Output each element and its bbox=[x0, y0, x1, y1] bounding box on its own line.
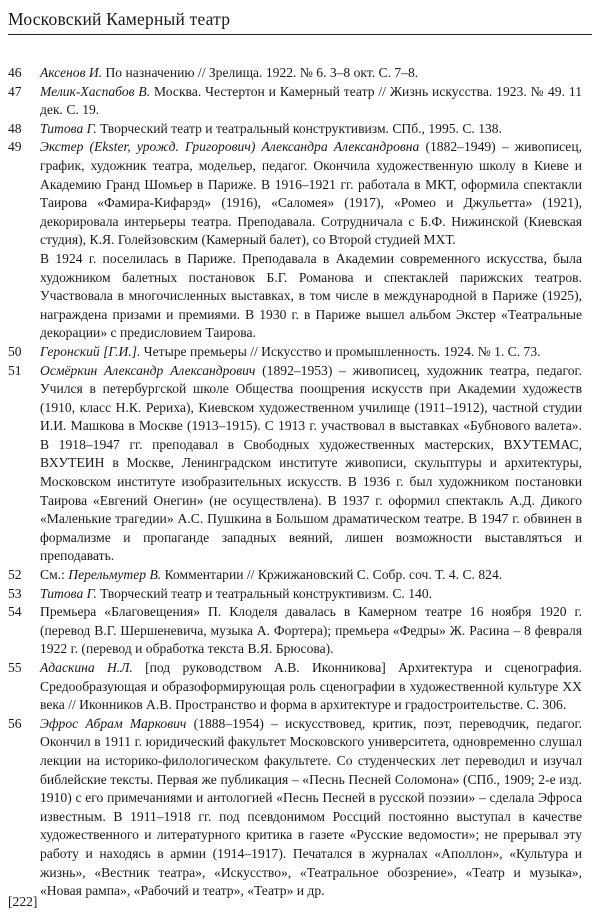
endnote bbox=[8, 659, 582, 715]
endnote bbox=[8, 83, 582, 120]
endnote-text-segment: В 1924 г. поселилась в Париже. Преподавала в Академии современного искусства, была художником балетных постановок Б.Г. Романова и спектаклей парижских театров. Участвовала в многочисленных выставках, в том числе в международной в Париже (1925), награждена призами и премиями. В 1930 г. в Париже вышел альбом Экстер «Театральные декорации» с предисловием Таирова. bbox=[40, 250, 582, 341]
endnote-text-segment: Четыре премьеры // Искусство и промышленность. 1924. № 1. С. 73. bbox=[140, 343, 541, 359]
endnote-number: 46 bbox=[8, 65, 22, 80]
endnote-number: 50 bbox=[8, 343, 22, 359]
endnote-italic-segment: Мелик-Хаспабов В. bbox=[40, 83, 151, 99]
endnote bbox=[8, 715, 582, 901]
endnote-text-segment: Москва. Честертон и Камерный театр // Жизнь искусства. 1923. № 49. 11 дек. С. 19. bbox=[40, 83, 582, 118]
endnote bbox=[8, 64, 582, 83]
endnote-italic-segment: Перельмутер В. bbox=[68, 567, 162, 583]
endnote-text-segment: Комментарии // Кржижановский С. Собр. соч. Т. 4. С. 824. bbox=[161, 567, 503, 583]
running-header: Московский Камерный театр bbox=[8, 4, 592, 35]
endnote bbox=[8, 362, 582, 567]
endnote-text bbox=[40, 362, 582, 567]
endnote-text bbox=[40, 659, 582, 715]
endnote-text-segment: Творческий театр и театральный конструктивизм. СПб., 1995. С. 138. bbox=[96, 120, 502, 136]
endnote-italic-segment: Эфрос Абрам Маркович bbox=[40, 715, 187, 731]
endnote-number: 49 bbox=[8, 139, 22, 155]
endnote-text-segment: (1892–1953) – живописец, художник театра, педагог. Учился в петербургской школе Общества поощрения искусств при Академии художеств (1910, класс Н.К. Рериха), Киевском художественном училище (1911–1912), частной студии И.И. Машкова в Москве (1913–1915). С 1913 г. участвовал в выставках «Бубнового валета». В 1918–1947 гг. преподавал в Свободных художественных мастерских, ВХУТЕМАС, ВХУТЕИН в Москве, Ленинградском институте живописи, скульптуры и архитектуры, Московском институте изобразительных искусств. В 1936 г. был художником постановки Таирова «Евгений Онегин» (не осуществлена). В 1937 г. оформил спектакль А.Д. Дикого «Маленькие трагедии» А.С. Пушкина в Большом драматическом театре. В 1947 г. обвинен в формализме и пропаганде западных веяний, лишен возможности выставляться и преподавать. bbox=[40, 362, 582, 564]
endnote bbox=[8, 120, 582, 139]
endnote-text bbox=[40, 585, 582, 604]
endnote-italic-segment: Титова Г. bbox=[40, 585, 97, 601]
endnote-text bbox=[40, 120, 582, 139]
endnote-text-segment: См.: bbox=[40, 567, 69, 583]
endnote-number: 53 bbox=[8, 585, 22, 601]
endnote-text-segment: Творческий театр и театральный конструктивизм. С. 140. bbox=[96, 585, 433, 601]
endnote-number: 54 bbox=[8, 604, 22, 620]
endnote-text bbox=[40, 83, 582, 120]
endnote-text-segment: (1882–1949) – живописец, график, художник театра, модельер, педагог. Окончила художественную школу в Киеве и Академию Гранд Шомьер в Париже. В 1916–1921 гг. работала в МКТ, оформила спектакли Таирова «Фамира-Кифарэд» (1916), «Саломея» (1917), «Ромео и Джульетта» (1921), декорировала интерьеры театра. Преподавала. Сотрудничала с Б.Ф. Нижинской (Киевская студия), К.Я. Голейзовским (Камерный балет), со Второй студией МХТ. bbox=[40, 139, 582, 248]
endnote-text-segment: Премьера «Благовещения» П. Клоделя давалась в Камерном театре 16 ноября 1920 г. (перевод В.Г. Шершеневича, музыка А. Фортера); премьера «Федры» Ж. Расина – 8 февраля 1922 г. (перевод и обработка текста В.Я. Брюсова). bbox=[40, 604, 582, 657]
endnote-number: 52 bbox=[8, 567, 22, 583]
endnote-text bbox=[40, 715, 582, 901]
endnote-text bbox=[40, 603, 582, 659]
endnote-italic-segment: Экстер (Ekster, урожд. Григорович) Александра Александровна bbox=[40, 139, 420, 155]
endnote-text-segment: По назначению // Зрелища. 1922. № 6. 3–8 окт. С. 7–8. bbox=[102, 65, 419, 80]
endnote-text bbox=[40, 343, 582, 362]
endnote bbox=[8, 566, 582, 585]
endnote bbox=[8, 603, 582, 659]
page-number: [222] bbox=[8, 894, 38, 909]
endnote-number: 55 bbox=[8, 660, 22, 675]
endnote-text-segment: (1888–1954) – искусствовед, критик, поэт, переводчик, педагог. Окончил в 1911 г. юридический факультет Московского университета, одновременно слушал лекции на историко-филологическом факультете. Со студенческих лет переводил и изучал библейские тексты. Первая же публикация – «Песнь Песней Соломона» (СПб., 1909; 2-е изд. 1910) с его примечаниями и антологией «Песнь Песней в русской поэзии» – сделала Эфроса известным. В 1911–1918 гг. под псевдонимом Россций постоянно выступал в качестве художественного и литературного критика в газете «Русские ведомости»; не прерывал эту работу и находясь в армии (1914–1917). Печатался в журналах «Аполлон», «Культура и жизнь», «Вестник театра», «Искусство», «Театральное обозрение», «Театр и музыка», «Новая рампа», «Рабочий и театр», «Театр» и др. bbox=[40, 715, 582, 899]
endnote-text bbox=[40, 138, 582, 343]
endnote bbox=[8, 343, 582, 362]
endnote bbox=[8, 585, 582, 604]
endnote-text-segment: [под руководством А.В. Иконникова] Архитектура и сценография. Средообразующая и образоформирующая роль сценографии в художественной культуре XX века // Иконников А.В. Пространство и форма в архитектуре и градостроительстве. С. 306. bbox=[40, 660, 582, 713]
endnote-italic-segment: Адаскина Н.Л. bbox=[40, 660, 133, 675]
endnote bbox=[8, 138, 582, 343]
endnote-text bbox=[40, 64, 582, 83]
endnote-number: 56 bbox=[8, 715, 22, 731]
endnote-italic-segment: Титова Г. bbox=[40, 120, 97, 136]
endnotes-list bbox=[8, 64, 582, 901]
endnote-italic-segment: Осмёркин Александр Александрович bbox=[40, 362, 256, 378]
endnote-number: 51 bbox=[8, 362, 22, 378]
endnote-italic-segment: Аксенов И. bbox=[40, 65, 103, 80]
endnote-text bbox=[40, 566, 582, 585]
endnote-number: 47 bbox=[8, 83, 22, 99]
endnote-number: 48 bbox=[8, 120, 22, 136]
endnote-italic-segment: Геронский [Г.И.]. bbox=[40, 343, 141, 359]
